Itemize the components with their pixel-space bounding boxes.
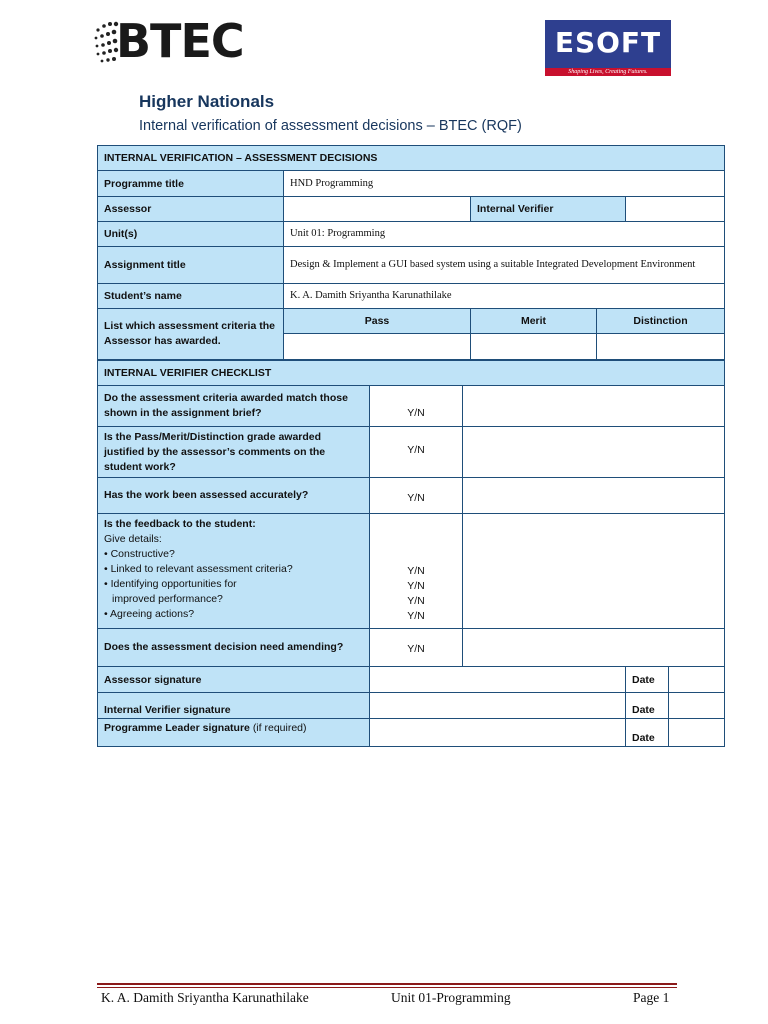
assessment-details-table bbox=[97, 145, 725, 360]
checklist-q3-yn[interactable]: Y/N bbox=[370, 478, 463, 514]
checklist-q1-comment[interactable] bbox=[463, 386, 725, 427]
esoft-logo-text: ESOFT bbox=[554, 26, 662, 59]
assessor-date-field[interactable] bbox=[669, 667, 725, 693]
programme-title-label: Programme title bbox=[98, 171, 284, 197]
assignment-title-value[interactable]: Design & Implement a GUI based system using a suitable Integrated Development Environment bbox=[284, 247, 725, 284]
assessor-signature-label: Assessor signature bbox=[98, 667, 370, 693]
checklist-q4-title: Is the feedback to the student: bbox=[104, 518, 256, 530]
footer-unit: Unit 01-Programming bbox=[391, 990, 511, 1005]
pl-date-label: Date bbox=[626, 719, 669, 747]
page-title: Higher Nationals bbox=[139, 92, 275, 111]
section-title: INTERNAL VERIFICATION – ASSESSMENT DECISIONS bbox=[98, 146, 725, 171]
assessor-label: Assessor bbox=[98, 197, 284, 222]
assessor-value[interactable] bbox=[284, 197, 471, 222]
footer-rule bbox=[97, 987, 677, 988]
checklist-q2-comment[interactable] bbox=[463, 427, 725, 478]
checklist-q4-yn[interactable]: Y/N bbox=[407, 610, 425, 622]
checklist-q5: Does the assessment decision need amending? bbox=[98, 629, 370, 667]
footer-student-name: K. A. Damith Sriyantha Karunathilake bbox=[101, 990, 309, 1005]
page-subtitle: Internal verification of assessment decisions – BTEC (RQF) bbox=[139, 118, 522, 134]
checklist-q4-item: • Linked to relevant assessment criteria? bbox=[104, 563, 293, 575]
pl-signature-label bbox=[98, 719, 370, 747]
assessor-signature-field[interactable] bbox=[370, 667, 626, 693]
pl-signature-note: (if required) bbox=[252, 722, 307, 734]
checklist-q3-comment[interactable] bbox=[463, 478, 725, 514]
footer-rule bbox=[97, 983, 677, 985]
checklist-q4-give: Give details: bbox=[104, 533, 162, 545]
verifier-checklist-table bbox=[97, 360, 725, 747]
pl-date-field[interactable] bbox=[669, 719, 725, 747]
checklist-q5-yn[interactable]: Y/N bbox=[370, 629, 463, 667]
checklist-q4 bbox=[98, 514, 370, 629]
internal-verifier-label: Internal Verifier bbox=[471, 197, 626, 222]
esoft-tagline: Shaping Lives, Creating Futures. bbox=[568, 69, 648, 75]
iv-date-label: Date bbox=[626, 693, 669, 719]
criteria-merit-header: Merit bbox=[471, 309, 597, 334]
btec-logo bbox=[94, 14, 254, 72]
checklist-q4-comment[interactable] bbox=[463, 514, 725, 629]
checklist-q4-yn-group bbox=[370, 514, 463, 629]
checklist-title: INTERNAL VERIFIER CHECKLIST bbox=[98, 361, 725, 386]
assignment-title-label: Assignment title bbox=[98, 247, 284, 284]
iv-signature-label: Internal Verifier signature bbox=[98, 693, 370, 719]
checklist-q5-comment[interactable] bbox=[463, 629, 725, 667]
criteria-distinction-header: Distinction bbox=[597, 309, 725, 334]
pl-signature-field[interactable] bbox=[370, 719, 626, 747]
checklist-q1: Do the assessment criteria awarded match those shown in the assignment brief? bbox=[98, 386, 370, 427]
footer-page-number: Page 1 bbox=[633, 990, 670, 1005]
pl-signature-label-text: Programme Leader signature bbox=[104, 722, 250, 734]
checklist-q3: Has the work been assessed accurately? bbox=[98, 478, 370, 514]
checklist-q2-yn[interactable]: Y/N bbox=[370, 427, 463, 478]
student-name-label: Student’s name bbox=[98, 284, 284, 309]
assessor-date-label: Date bbox=[626, 667, 669, 693]
iv-signature-field[interactable] bbox=[370, 693, 626, 719]
checklist-q4-yn[interactable]: Y/N bbox=[407, 595, 425, 607]
units-label: Unit(s) bbox=[98, 222, 284, 247]
criteria-distinction-value[interactable] bbox=[597, 334, 725, 360]
criteria-label: List which assessment criteria the Assessor has awarded. bbox=[98, 309, 284, 360]
internal-verifier-value[interactable] bbox=[626, 197, 725, 222]
checklist-q1-yn[interactable]: Y/N bbox=[370, 386, 463, 427]
criteria-pass-header: Pass bbox=[284, 309, 471, 334]
programme-title-value[interactable]: HND Programming bbox=[284, 171, 725, 197]
checklist-q4-yn[interactable]: Y/N bbox=[407, 565, 425, 577]
checklist-q4-item: • Identifying opportunities for bbox=[104, 578, 237, 590]
checklist-q4-item: improved performance? bbox=[112, 593, 223, 605]
checklist-q4-item: • Constructive? bbox=[104, 548, 175, 560]
iv-date-field[interactable] bbox=[669, 693, 725, 719]
btec-logo-text: BTEC bbox=[116, 14, 244, 68]
student-name-value[interactable]: K. A. Damith Sriyantha Karunathilake bbox=[284, 284, 725, 309]
criteria-merit-value[interactable] bbox=[471, 334, 597, 360]
checklist-q4-item: • Agreeing actions? bbox=[104, 608, 195, 620]
criteria-pass-value[interactable] bbox=[284, 334, 471, 360]
esoft-logo bbox=[545, 20, 671, 76]
checklist-q2: Is the Pass/Merit/Distinction grade awarded justified by the assessor’s comments on the student work? bbox=[98, 427, 370, 478]
units-value[interactable]: Unit 01: Programming bbox=[284, 222, 725, 247]
checklist-q4-yn[interactable]: Y/N bbox=[407, 580, 425, 592]
